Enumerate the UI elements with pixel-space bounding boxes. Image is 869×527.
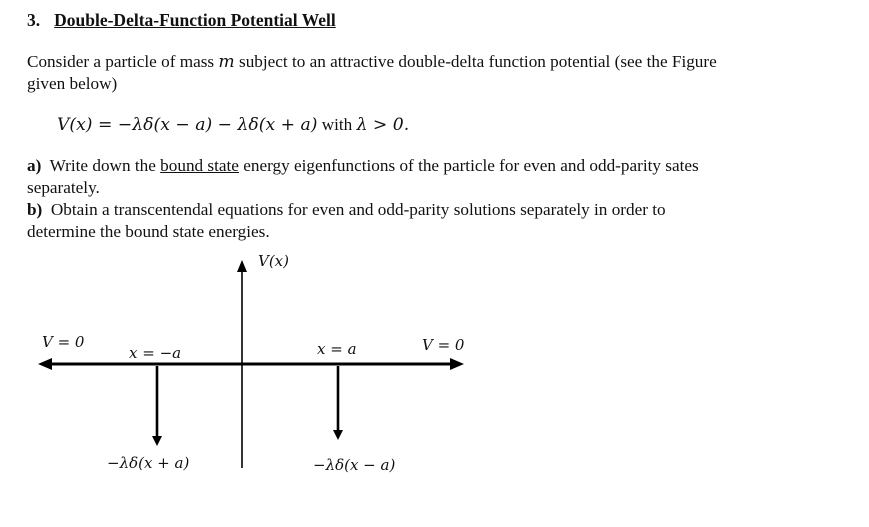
equation-expression: V(x) = −λδ(x − a) − λδ(x + a) (57, 115, 318, 135)
problem-number: 3. (27, 10, 41, 30)
part-a-bound-state: bound state (160, 156, 239, 175)
part-b-text: Obtain a transcentendal equations for even and odd-parity solutions separately in order to (50, 200, 666, 219)
right-delta-arrowhead (333, 430, 343, 440)
left-delta-label: −λδ(x + a) (107, 454, 190, 472)
y-axis-arrow (237, 260, 247, 272)
intro-line-2: given below) (27, 74, 118, 93)
right-v-zero-label: V = 0 (422, 336, 465, 354)
equation-with: with (321, 115, 353, 134)
intro-text-end: subject to an attractive double-delta function potential (see the Figure (239, 52, 717, 71)
part-a-text-after: energy eigenfunctions of the particle for even and odd-parity sates (243, 156, 699, 175)
right-delta-label: −λδ(x − a) (313, 456, 396, 474)
part-b-label: b) (27, 200, 43, 219)
mass-symbol: m (218, 52, 235, 72)
part-a-label: a) (27, 156, 42, 175)
left-v-zero-label: V = 0 (42, 333, 85, 351)
problem-title-text: Double-Delta-Function Potential Well (54, 10, 336, 30)
x-axis-right-arrow (450, 358, 464, 370)
left-delta-arrowhead (152, 436, 162, 446)
left-position-label: x = −a (129, 344, 182, 362)
part-a-text-before: Write down the (49, 156, 156, 175)
part-a-line-2: separately. (27, 178, 100, 197)
right-position-label: x = a (317, 340, 357, 358)
equation-condition: λ > 0. (356, 115, 410, 135)
x-axis-left-arrow (38, 358, 52, 370)
intro-text: Consider a particle of mass (27, 52, 215, 71)
part-b-line-2: determine the bound state energies. (27, 222, 270, 241)
y-axis-label: V(x) (258, 252, 289, 270)
